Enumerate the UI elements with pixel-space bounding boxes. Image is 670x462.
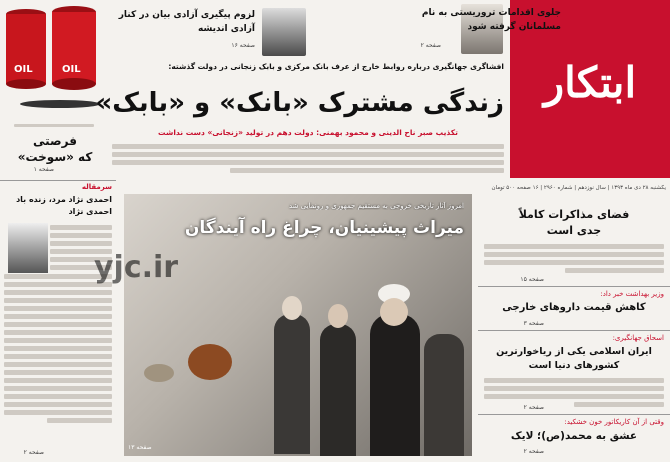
photo-pottery-2: [144, 364, 174, 382]
oil-label-2: OIL: [62, 64, 81, 75]
teaser-left-title-1: لزوم پیگیری آزادی بیان در کنار: [118, 10, 255, 20]
oil-headline-2: که «سوخت»: [17, 150, 93, 164]
story-1-headline-1: فضای مذاکرات کاملاً: [518, 208, 630, 221]
photo-caption-top: امروز آثار تاریخی خروجی به مستقیم جمهوری و رونمایی شد: [288, 202, 464, 210]
main-kicker: افشاگری جهانگیری درباره روابط خارج از عرف بانک مرکزی و بابک زنجانی در دولت گذشته:: [168, 62, 504, 71]
main-body-text: [112, 142, 504, 173]
story-1-page: صفحه ۱۵: [520, 276, 544, 283]
editorial-title-2: احمدی نژاد: [68, 207, 112, 216]
right-column: [478, 194, 670, 461]
teaser-left-photo: [262, 8, 306, 56]
left-column[interactable]: [0, 180, 116, 462]
editorial-title-1: احمدی نژاد مرد، زنده باد: [16, 195, 112, 204]
story-4-kicker: وقتی از آن کاریکاتور خون خشکید:: [564, 418, 664, 426]
story-2-kicker: وزیر بهداشت خبر داد:: [600, 290, 664, 298]
story-3[interactable]: [478, 332, 670, 415]
teaser-right-title-1: جلوی اقدامات تروریستی به نام: [421, 8, 561, 18]
main-photo[interactable]: [124, 194, 472, 456]
story-4-page: صفحه ۲: [523, 448, 544, 455]
oil-label-1: OIL: [14, 64, 33, 75]
story-3-kicker: اسحاق جهانگیری:: [612, 334, 664, 342]
photo-headline: میراث پیشینیان، چراغ راه آیندگان: [184, 218, 464, 238]
teaser-left-title-2: آزادی اندیشه: [197, 24, 255, 34]
story-3-page: صفحه ۲: [523, 404, 544, 411]
editorial-page: صفحه ۲: [23, 449, 44, 456]
main-headline: زندگی مشترک «بانک» و «بابک»: [95, 88, 504, 118]
watermark-logo: yjc.ir: [94, 250, 179, 285]
story-2[interactable]: [478, 288, 670, 331]
story-3-headline-2: کشورهای دنیا است: [528, 360, 620, 371]
story-3-headline-1: ایران اسلامی یکی از ریاخوارترین: [496, 346, 652, 357]
oil-box[interactable]: [0, 0, 108, 178]
main-story[interactable]: [95, 58, 504, 178]
teaser-left[interactable]: [120, 0, 310, 58]
story-2-page: صفحه ۳: [523, 320, 544, 327]
editorial-section: سرمقاله: [81, 183, 112, 191]
photo-pottery: [188, 344, 232, 380]
story-4-headline: عشق به محمد(ص)؛ لایک: [510, 430, 638, 442]
oil-page: صفحه ۱: [33, 166, 54, 173]
photo-figures: [274, 284, 464, 456]
main-subhead: تکذیب صبر ناح الدینی و محمود بهمنی: دولت دهم در تولید «زنجانی» دست نداشت: [158, 128, 458, 137]
teaser-left-page: صفحه ۱۶: [231, 42, 255, 49]
masthead-logo: ابتکار: [543, 58, 637, 107]
story-2-headline: کاهش قیمت داروهای خارجی: [502, 302, 646, 313]
teaser-right-page: صفحه ۲: [420, 42, 441, 49]
photo-page: صفحه ۱۳: [128, 444, 152, 451]
story-1[interactable]: [478, 194, 670, 287]
date-line: یکشنبه ۲۸ دی ماه ۱۳۹۳ | سال نوزدهم | شماره ۲۹۶۰ | ۱۶ صفحه ۵۰۰ تومان: [491, 185, 666, 191]
oil-headline-1: فرصتی: [33, 134, 77, 148]
story-4[interactable]: [478, 416, 670, 461]
oil-barrel-icon: [0, 0, 108, 110]
story-1-headline-2: جدی است: [546, 224, 602, 237]
teaser-right-title-2: مسلمانان گرفته شود: [467, 22, 561, 32]
teaser-right[interactable]: [385, 0, 561, 58]
